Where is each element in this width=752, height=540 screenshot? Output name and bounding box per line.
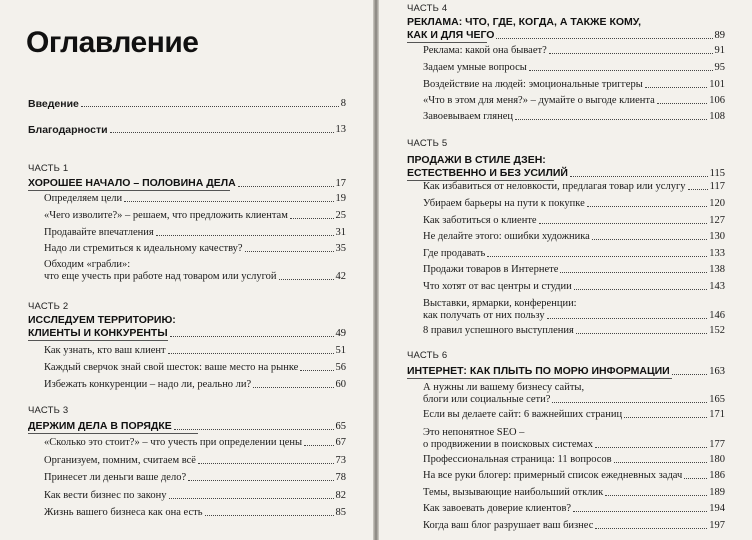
toc-entry[interactable]: Жизнь вашего бизнеса как она есть 85 xyxy=(44,507,346,518)
toc-entry[interactable]: Воздействие на людей: эмоциональные триггеры 101 xyxy=(423,79,725,90)
toc-entry[interactable]: Организуем, помним, считаем всё 73 xyxy=(44,455,346,466)
toc-entry[interactable]: 8 правил успешного выступления 152 xyxy=(423,325,725,336)
right-page xyxy=(379,0,752,540)
toc-entry[interactable]: Не делайте этого: ошибки художника 130 xyxy=(423,231,725,242)
left-page xyxy=(0,0,373,540)
part-4-label: ЧАСТЬ 4 xyxy=(407,3,448,14)
toc-entry[interactable]: Что хотят от вас центры и студии 143 xyxy=(423,281,725,292)
toc-entry[interactable]: Выставки, ярмарки, конференции: как получать от них пользу 146 xyxy=(423,298,725,321)
part-2-label: ЧАСТЬ 2 xyxy=(28,301,69,312)
toc-entry[interactable]: Как вести бизнес по закону 82 xyxy=(44,490,346,501)
part-1-label: ЧАСТЬ 1 xyxy=(28,163,69,174)
toc-entry[interactable]: Надо ли стремиться к идеальному качеству? 35 xyxy=(44,243,346,254)
toc-entry[interactable]: Определяем цели 19 xyxy=(44,193,346,204)
toc-entry[interactable]: Как узнать, кто ваш клиент 51 xyxy=(44,345,346,356)
toc-entry[interactable]: Где продавать 133 xyxy=(423,248,725,259)
part-1-title[interactable]: ХОРОШЕЕ НАЧАЛО – ПОЛОВИНА ДЕЛА 17 xyxy=(28,177,346,189)
part-4-title[interactable]: РЕКЛАМА: ЧТО, ГДЕ, КОГДА, А ТАКЖЕ КОМУ, КАК И ДЛЯ ЧЕГО 89 xyxy=(407,16,725,41)
toc-entry[interactable]: Завоевываем глянец 108 xyxy=(423,111,725,122)
part-3-label: ЧАСТЬ 3 xyxy=(28,405,69,416)
part-6-label: ЧАСТЬ 6 xyxy=(407,350,448,361)
toc-entry[interactable]: Избежать конкуренции – надо ли, реально ли? 60 xyxy=(44,379,346,390)
part-5-title[interactable]: ПРОДАЖИ В СТИЛЕ ДЗЕН: ЕСТЕСТВЕННО И БЕЗ УСИЛИЙ 115 xyxy=(407,154,725,179)
toc-entry[interactable]: Продажи товаров в Интернете 138 xyxy=(423,264,725,275)
toc-entry[interactable]: А нужны ли вашему бизнесу сайты, блоги или социальные сети? 165 xyxy=(423,382,725,405)
toc-entry[interactable]: Убираем барьеры на пути к покупке 120 xyxy=(423,198,725,209)
toc-entry[interactable]: На все руки блогер: примерный список ежедневных задач 186 xyxy=(423,470,725,481)
toc-entry[interactable]: Это непонятное SEO – о продвижении в поисковых системах 177 xyxy=(423,427,725,450)
toc-entry-acknowledgements[interactable]: Благодарности 13 xyxy=(28,124,346,136)
toc-entry-introduction[interactable]: Введение 8 xyxy=(28,98,346,110)
toc-entry[interactable]: «Чего изволите?» – решаем, что предложить клиентам 25 xyxy=(44,210,346,221)
toc-entry[interactable]: Каждый сверчок знай свой шесток: ваше место на рынке 56 xyxy=(44,362,346,373)
toc-entry[interactable]: Задаем умные вопросы 95 xyxy=(423,62,725,73)
toc-entry[interactable]: Когда ваш блог разрушает ваш бизнес 197 xyxy=(423,520,725,531)
part-5-label: ЧАСТЬ 5 xyxy=(407,138,448,149)
toc-entry[interactable]: Как избавиться от неловкости, предлагая товар или услугу 117 xyxy=(423,181,725,192)
toc-entry[interactable]: Темы, вызывающие наибольший отклик 189 xyxy=(423,487,725,498)
toc-entry[interactable]: Реклама: какой она бывает? 91 xyxy=(423,45,725,56)
part-3-title[interactable]: ДЕРЖИМ ДЕЛА В ПОРЯДКЕ 65 xyxy=(28,420,346,432)
toc-entry[interactable]: «Сколько это стоит?» – что учесть при определении цены 67 xyxy=(44,437,346,448)
part-2-title[interactable]: ИССЛЕДУЕМ ТЕРРИТОРИЮ: КЛИЕНТЫ И КОНКУРЕНТЫ 49 xyxy=(28,314,346,339)
toc-entry[interactable]: Если вы делаете сайт: 6 важнейших страниц 171 xyxy=(423,409,725,420)
title-underline xyxy=(407,378,672,379)
title-underline xyxy=(28,340,168,341)
toc-entry[interactable]: Как заботиться о клиенте 127 xyxy=(423,215,725,226)
toc-entry[interactable]: Обходим «грабли»: что еще учесть при работе над товаром или услугой 42 xyxy=(44,259,346,282)
toc-entry[interactable]: «Что в этом для меня?» – думайте о выгоде клиента 106 xyxy=(423,95,725,106)
title-underline xyxy=(28,190,230,191)
toc-entry[interactable]: Продавайте впечатления 31 xyxy=(44,227,346,238)
title-underline xyxy=(28,433,198,434)
page-title: Оглавление xyxy=(26,26,199,59)
part-6-title[interactable]: ИНТЕРНЕТ: КАК ПЛЫТЬ ПО МОРЮ ИНФОРМАЦИИ 163 xyxy=(407,365,725,377)
toc-entry[interactable]: Профессиональная страница: 11 вопросов 180 xyxy=(423,454,725,465)
toc-entry[interactable]: Принесет ли деньги ваше дело? 78 xyxy=(44,472,346,483)
toc-entry[interactable]: Как завоевать доверие клиентов? 194 xyxy=(423,503,725,514)
title-underline xyxy=(407,42,487,43)
